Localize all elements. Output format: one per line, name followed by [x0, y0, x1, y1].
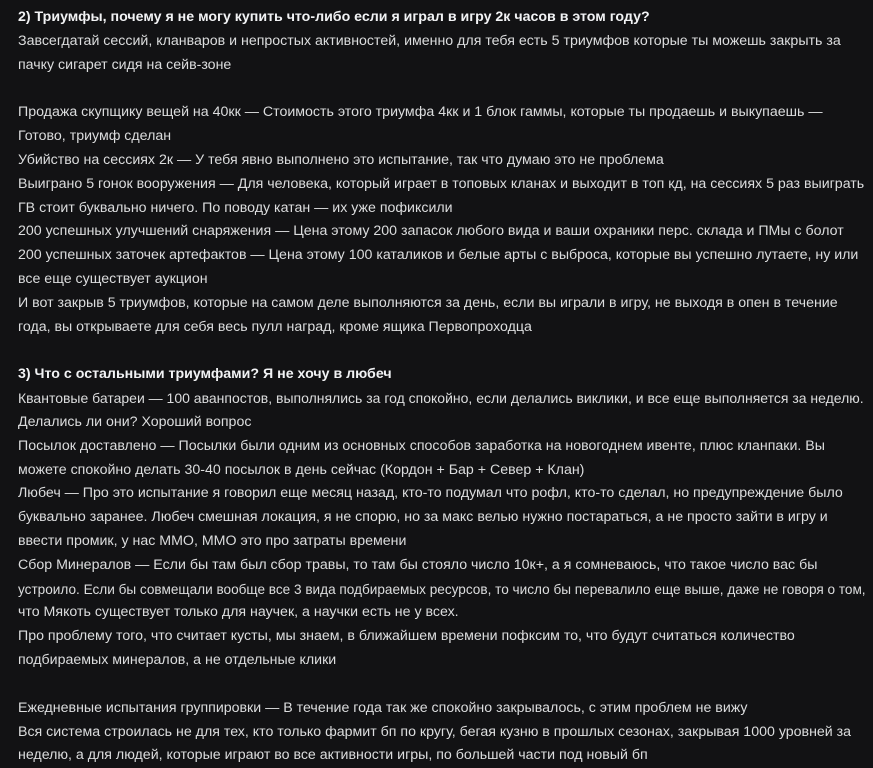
- section-3-item-line: буквально заранее. Любеч смешная локация, я не спорю, но за макс велью нужно постараться, а не просто зайти в игру и: [18, 509, 828, 526]
- section-3-item-line: Про проблему того, что считает кусты, мы знаем, в ближайшем времени пофксим то, что будут считаться количество: [18, 628, 795, 645]
- section-3-item-line: можете спокойно делать 30-40 посылок в день сейчас (Кордон + Бар + Север + Клан): [18, 461, 585, 478]
- section-2-intro-line: пачку сигарет сидя на сейв-зоне: [18, 56, 232, 73]
- section-3-item-line: подбираемых минералов, а не отдельные клики: [18, 651, 337, 668]
- section-3-item-line: Квантовые батареи — 100 аванпостов, выполнялись за год спокойно, если делались виклики, и все еще выполняется за неделю.: [18, 390, 864, 407]
- section-2-item-line: И вот закрыв 5 триумфов, которые на самом деле выполняются за день, если вы играли в игру, не выходя в опен в течение: [18, 294, 838, 311]
- section-3-heading: 3) Что с остальными триумфами? Я не хочу в любеч: [18, 366, 392, 383]
- section-2-item-line: 200 успешных заточек артефактов — Цена этому 100 каталиков и белые арты с выброса, которые вы успешно лутаете, ну или: [18, 247, 859, 264]
- section-3-item-line: Любеч — Про это испытание я говорил еще месяц назад, кто-то подумал что рофл, кто-то сделал, но предупреждение было: [18, 485, 843, 502]
- section-2-item-line: года, вы открываете для себя весь пулл наград, кроме ящика Первопроходца: [18, 318, 532, 335]
- section-3-tail-line: Ежедневные испытания группировки — В течение года так же спокойно закрывалось, с этим проблем не вижу: [18, 699, 748, 716]
- message-content: [18, 6, 866, 768]
- section-3-item-line: что Мякоть существует только для научек, а научки есть не у всех.: [18, 604, 459, 621]
- section-2-item-line: 200 успешных улучшений снаряжения — Цена этому 200 запасок любого вида и ваши охраники перс. склада и ПМы с болот: [18, 223, 844, 240]
- section-3-item-line: устроило. Если бы совмещали вообще все 3 вида подбираемых ресурсов, то число бы перевалило еще выше, даже не говоря о том,: [18, 581, 866, 597]
- paragraph-gap: [18, 673, 866, 697]
- section-2-item-line: Продажа скупщику вещей на 40кк — Стоимость этого триумфа 4кк и 1 блок гаммы, которые ты продаешь и выкупаешь —: [18, 104, 823, 121]
- section-2-intro-line: Завсегдатай сессий, кланваров и непростых активностей, именно для тебя есть 5 триумфов которые ты можешь закрыть за: [18, 32, 841, 49]
- paragraph-gap: [18, 77, 866, 101]
- section-2-item-line: Выиграно 5 гонок вооружения — Для человека, который играет в топовых кланах и выходит в топ кд, на сессиях 5 раз выиграть: [18, 175, 865, 192]
- section-2-item-line: Готово, триумф сделан: [18, 128, 172, 145]
- section-2-item-line: Убийство на сессиях 2к — У тебя явно выполнено это испытание, так что думаю это не проблема: [18, 151, 664, 168]
- section-3-item-line: Сбор Минералов — Если бы там был сбор травы, то там бы стояло число 10к+, а я сомневаюсь, что такое число вас бы: [18, 556, 818, 573]
- section-3-item-line: ввести промик, у нас ММО, ММО это про затраты времени: [18, 532, 407, 549]
- section-3-tail-line: неделю, а для людей, которые играют во все активности игры, по большей части под новый бп: [18, 747, 648, 764]
- section-2-item-line: ГВ стоит буквально ничего. По поводу катан — их уже пофиксили: [18, 199, 453, 216]
- paragraph-gap: [18, 339, 866, 363]
- section-3-tail-line: Вся система строилась не для тех, кто только фармит бп по кругу, бегая кузню в прошлых сезонах, закрывая 1000 уровней за: [18, 723, 852, 740]
- section-2-item-line: все еще существует аукцион: [18, 270, 208, 287]
- section-3-item-line: Посылок доставлено — Посылки были одним из основных способов заработка на новогоднем ивенте, плюс кланпаки. Вы: [18, 437, 825, 454]
- section-3-item-line: Делались ли они? Хороший вопрос: [18, 413, 252, 430]
- section-2-heading: 2) Триумфы, почему я не могу купить что-либо если я играл в игру 2к часов в этом году?: [18, 9, 650, 25]
